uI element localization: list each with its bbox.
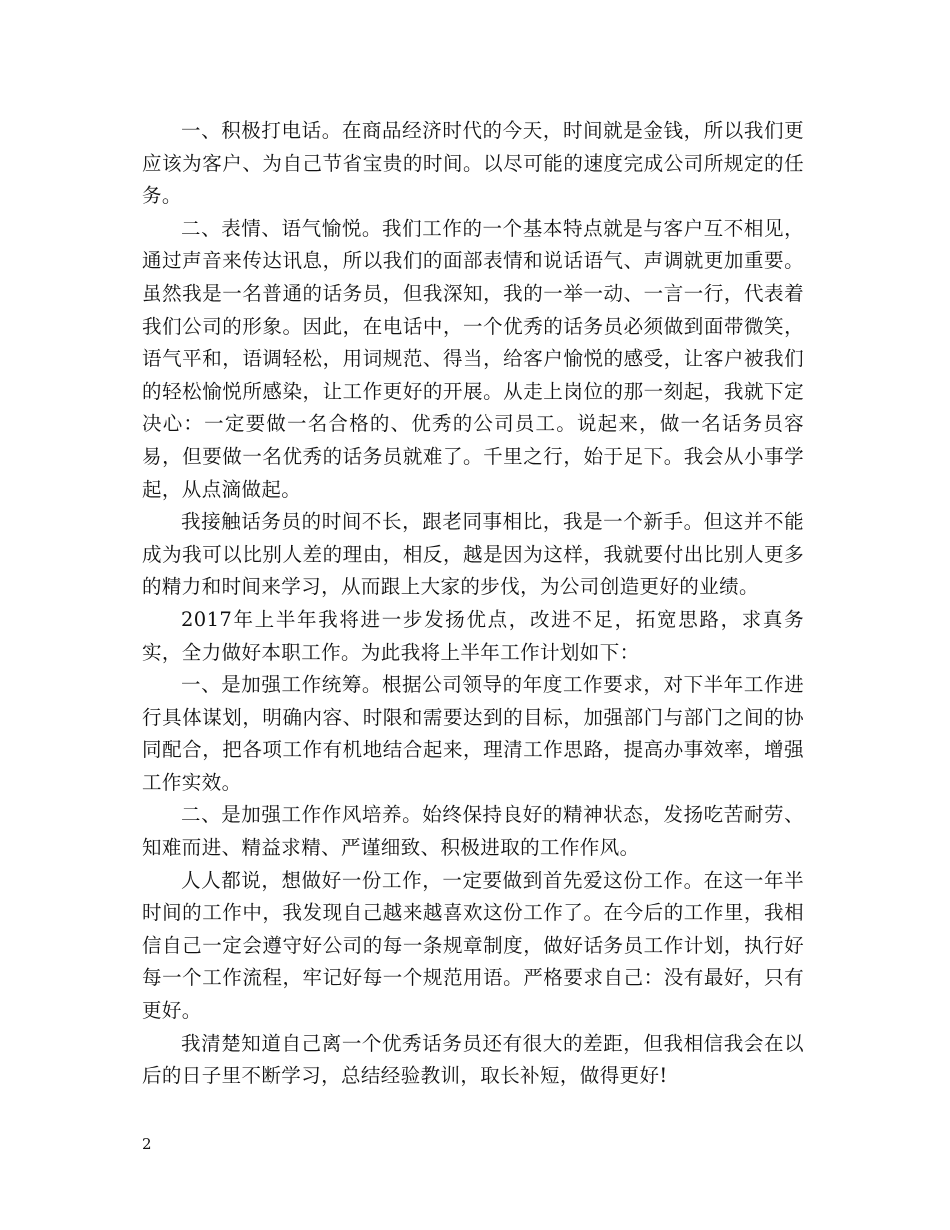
paragraph-2017-plan: 2017年上半年我将进一步发扬优点，改进不足，拓宽思路，求真务实，全力做好本职工作。为此我将上半年工作计划如下： <box>142 607 804 664</box>
paragraph-work-style: 二、是加强工作作风培养。始终保持良好的精神状态，发扬吃苦耐劳、知难而进、精益求精、严谨细致、积极进取的工作作风。 <box>142 803 804 860</box>
document-body <box>142 115 804 1093</box>
paragraph-new-operator: 我接触话务员的时间不长，跟老同事相比，我是一个新手。但这并不能成为我可以比别人差的理由，相反，越是因为这样，我就要付出比别人更多的精力和时间来学习，从而跟上大家的步伐，为公司创造更好的业绩。 <box>142 510 804 599</box>
paragraph-phone-calls: 一、积极打电话。在商品经济时代的今天，时间就是金钱，所以我们更应该为客户、为自己节省宝贵的时间。以尽可能的速度完成公司所规定的任务。 <box>142 119 804 208</box>
paragraph-closing: 我清楚知道自己离一个优秀话务员还有很大的差距，但我相信我会在以后的日子里不断学习，总结经验教训，取长补短，做得更好! <box>142 1031 804 1088</box>
page-number: 2 <box>142 1135 152 1153</box>
paragraph-love-the-job: 人人都说，想做好一份工作，一定要做到首先爱这份工作。在这一年半时间的工作中，我发现自己越来越喜欢这份工作了。在今后的工作里，我相信自己一定会遵守好公司的每一条规章制度，做好话务员工作计划，执行好每一个工作流程，牢记好每一个规范用语。严格要求自己：没有最好，只有更好。 <box>142 868 804 1023</box>
paragraph-work-coordination: 一、是加强工作统筹。根据公司领导的年度工作要求，对下半年工作进行具体谋划，明确内容、时限和需要达到的目标，加强部门与部门之间的协同配合，把各项工作有机地结合起来，理清工作思路，提高办事效率，增强工作实效。 <box>142 673 804 794</box>
paragraph-expression-tone: 二、表情、语气愉悦。我们工作的一个基本特点就是与客户互不相见，通过声音来传达讯息，所以我们的面部表情和说话语气、声调就更加重要。虽然我是一名普通的话务员，但我深知，我的一举一动、一言一行，代表着我们公司的形象。因此，在电话中，一个优秀的话务员必须做到面带微笑，语气平和，语调轻松，用词规范、得当，给客户愉悦的感受，让客户被我们的轻松愉悦所感染，让工作更好的开展。从走上岗位的那一刻起，我就下定决心：一定要做一名合格的、优秀的公司员工。说起来，做一名话务员容易，但要做一名优秀的话务员就难了。千里之行，始于足下。我会从小事学起，从点滴做起。 <box>142 216 804 501</box>
